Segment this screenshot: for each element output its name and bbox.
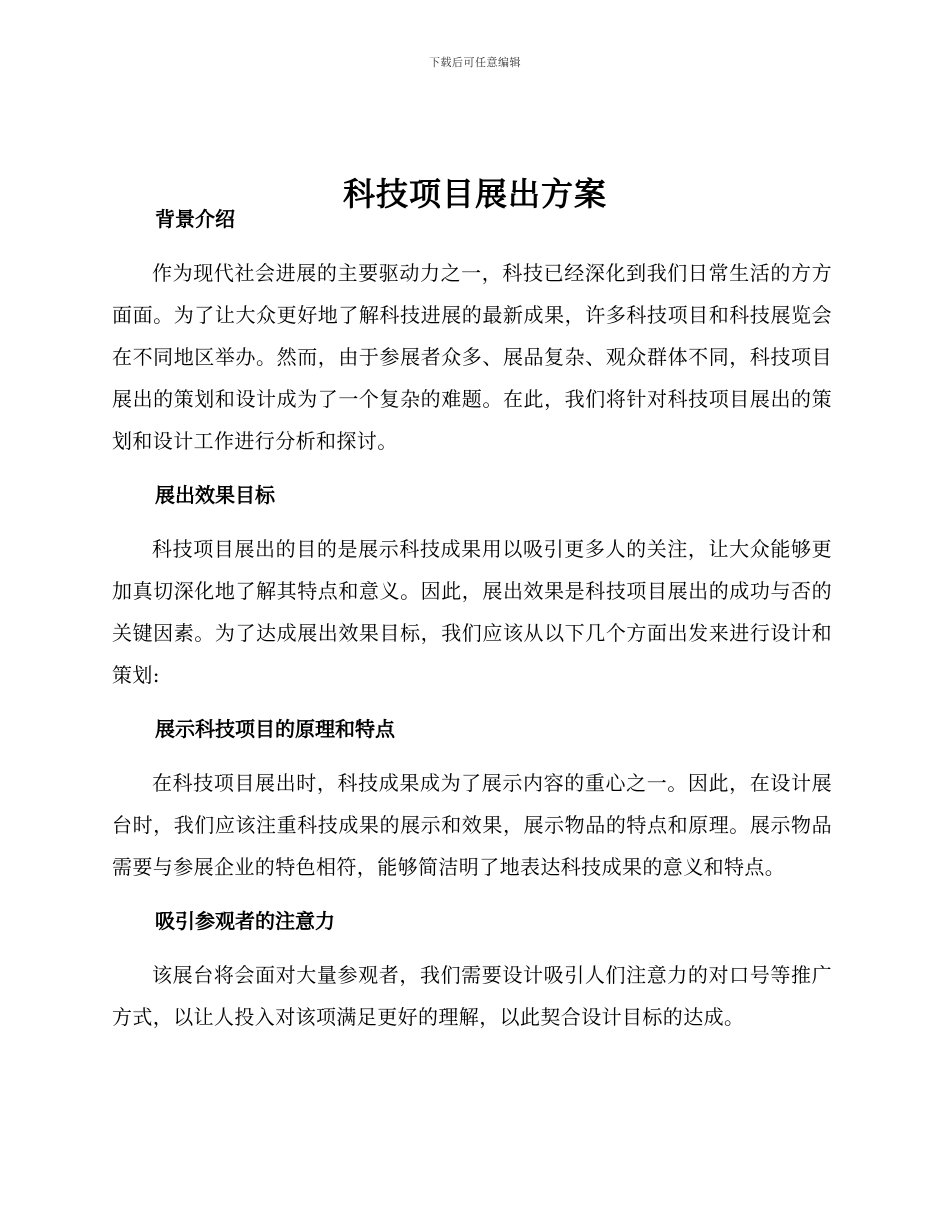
section-paragraph: 该展台将会面对大量参观者，我们需要设计吸引人们注意力的对口号等推广方式，以让人投入对该项满足更好的理解，以此契合设计目标的达成。 (112, 963, 832, 1029)
section-background (112, 202, 832, 462)
section-paragraph: 科技项目展出的目的是展示科技成果用以吸引更多人的关注，让大众能够更加真切深化地了解其特点和意义。因此，展出效果是科技项目展出的成功与否的关键因素。为了达成展出效果目标，我们应该从以下几个方面出发来进行设计和策划: (112, 537, 832, 687)
section-heading: 展示科技项目的原理和特点 (155, 717, 395, 741)
document-title: 科技项目展出方案 (342, 175, 607, 214)
document-body (112, 202, 832, 1054)
section-heading: 吸引参观者的注意力 (155, 909, 335, 933)
section-heading: 展出效果目标 (155, 483, 275, 507)
section-attention (112, 904, 832, 1038)
section-paragraph: 在科技项目展出时，科技成果成为了展示内容的重心之一。因此，在设计展台时，我们应该注重科技成果的展示和效果，展示物品的特点和原理。展示物品需要与参展企业的特色相符，能够简洁明了地表达科技成果的意义和特点。 (112, 771, 832, 879)
section-principles (112, 712, 832, 888)
section-paragraph: 作为现代社会进展的主要驱动力之一，科技已经深化到我们日常生活的方方面面。为了让大众更好地了解科技进展的最新成果，许多科技项目和科技展览会在不同地区举办。然而，由于参展者众多、展品复杂、观众群体不同，科技项目展出的策划和设计成为了一个复杂的难题。在此，我们将针对科技项目展出的策划和设计工作进行分析和探讨。 (112, 261, 832, 453)
section-goals (112, 478, 832, 696)
header-note: 下载后可任意编辑 (429, 56, 521, 69)
section-heading: 背景介绍 (155, 207, 235, 231)
